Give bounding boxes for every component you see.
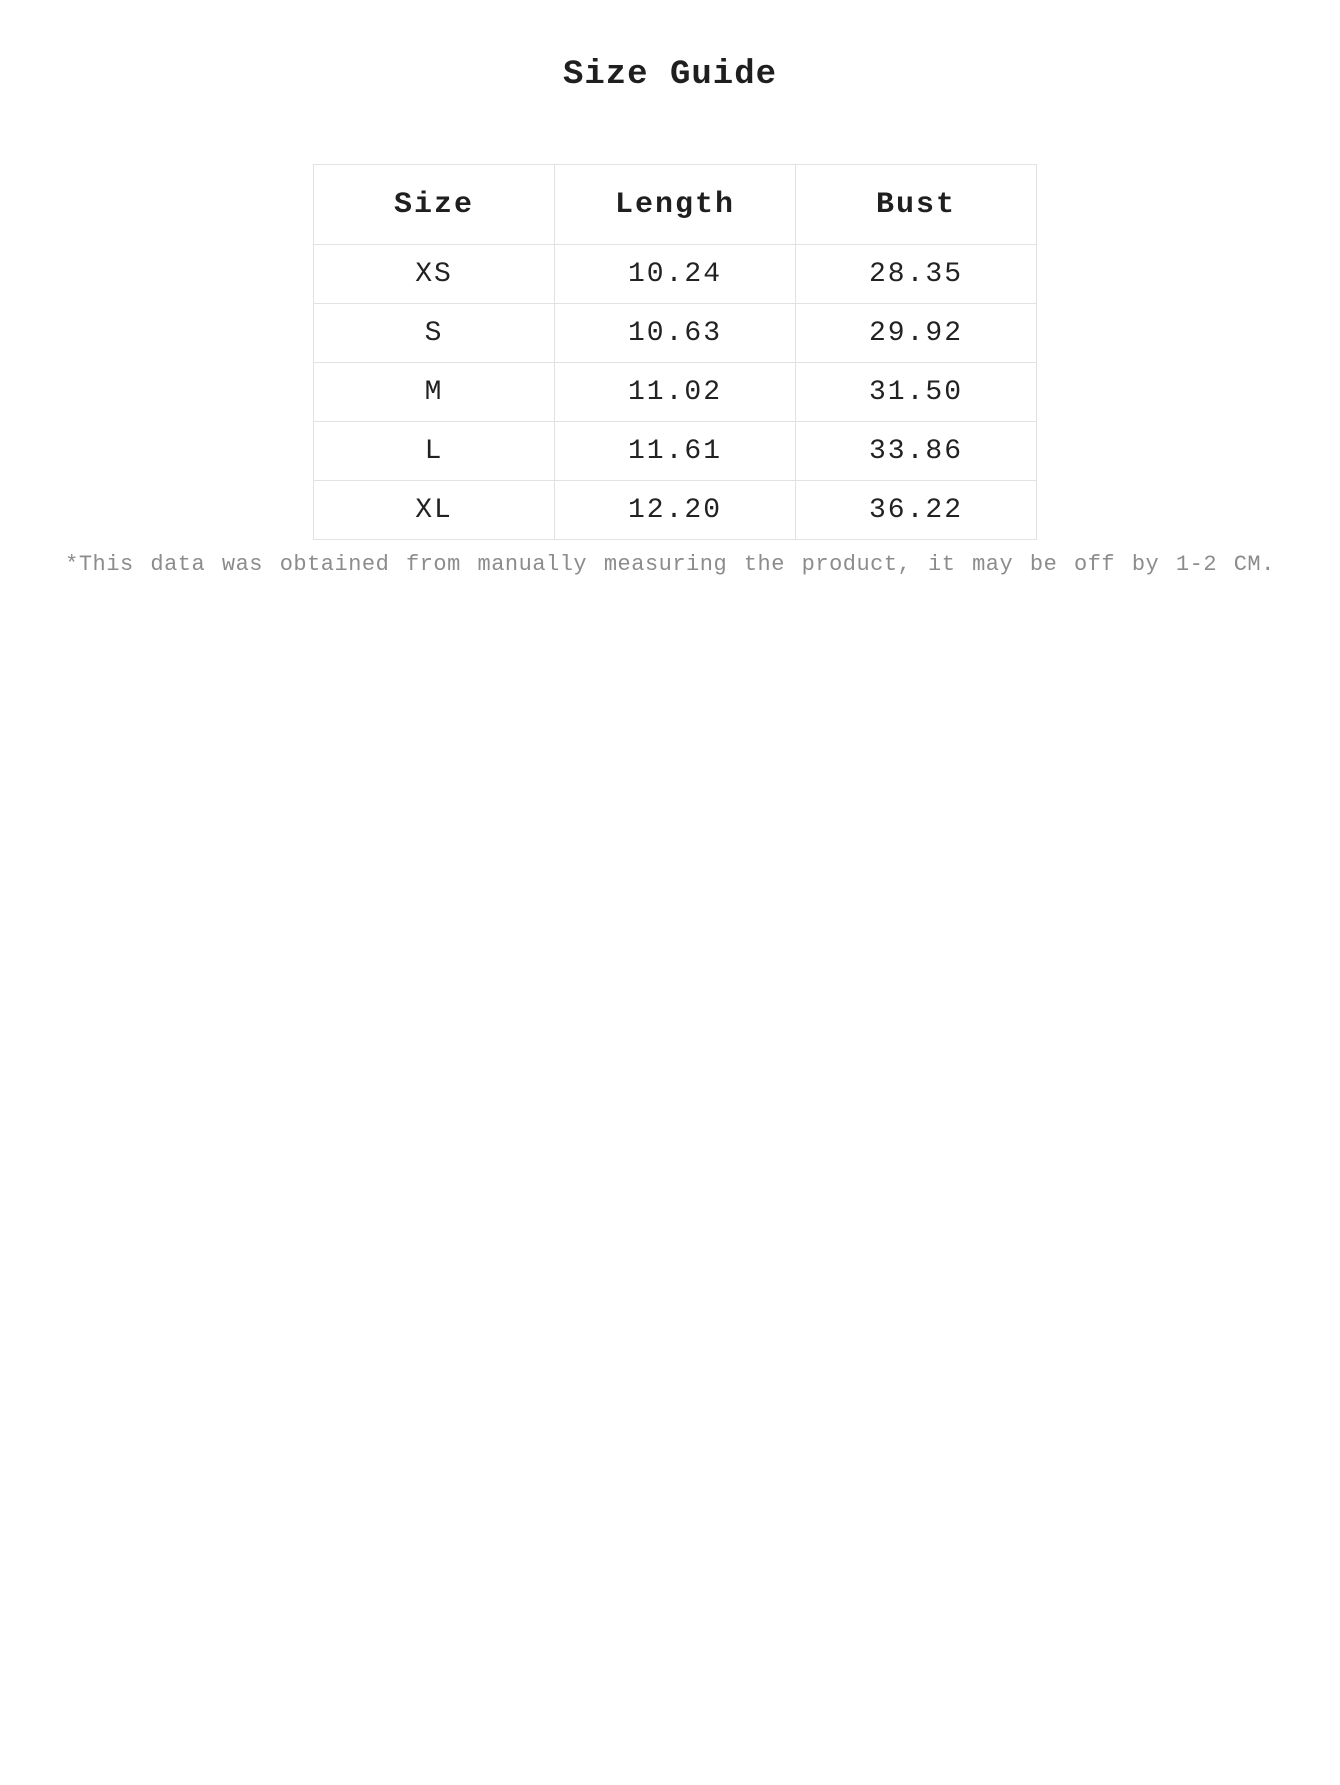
bust-cell: 29.92 [796, 304, 1037, 363]
table-row [314, 245, 1037, 304]
column-header-length: Length [555, 165, 796, 245]
bust-cell: 28.35 [796, 245, 1037, 304]
bust-cell: 31.50 [796, 363, 1037, 422]
measurement-disclaimer: *This data was obtained from manually measuring the product, it may be off by 1-2 CM. [65, 552, 1275, 577]
size-guide-table [313, 164, 1037, 540]
length-cell: 11.02 [555, 363, 796, 422]
bust-cell: 33.86 [796, 422, 1037, 481]
table-row [314, 304, 1037, 363]
page-title: Size Guide [562, 56, 778, 94]
size-cell: S [314, 304, 555, 363]
length-cell: 10.63 [555, 304, 796, 363]
column-header-size: Size [314, 165, 555, 245]
length-cell: 10.24 [555, 245, 796, 304]
bust-cell: 36.22 [796, 481, 1037, 540]
column-header-bust: Bust [796, 165, 1037, 245]
length-cell: 12.20 [555, 481, 796, 540]
table-row [314, 422, 1037, 481]
table-row [314, 363, 1037, 422]
size-cell: XL [314, 481, 555, 540]
size-cell: XS [314, 245, 555, 304]
size-cell: M [314, 363, 555, 422]
table-body [314, 245, 1037, 540]
length-cell: 11.61 [555, 422, 796, 481]
size-cell: L [314, 422, 555, 481]
table-row [314, 481, 1037, 540]
table-header [314, 165, 1037, 245]
header-row [314, 165, 1037, 245]
